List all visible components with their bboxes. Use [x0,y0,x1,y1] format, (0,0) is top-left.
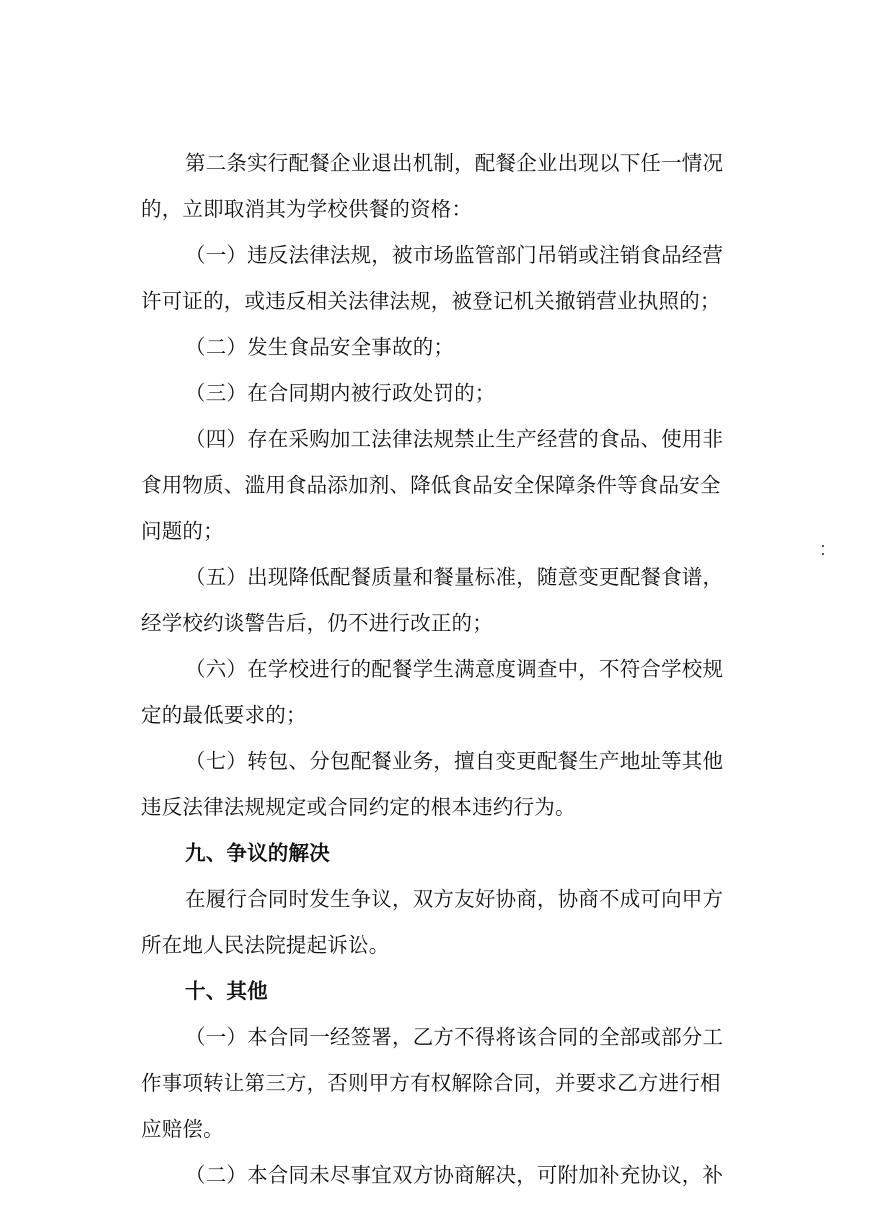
text-line: 食用物质、滥用食品添加剂、降低食品安全保障条件等食品安全 [141,473,721,497]
text-line: （三）在合同期内被行政处罚的； [185,381,496,405]
text-line: 作事项转让第三方，否则甲方有权解除合同，并要求乙方进行相 [141,1071,721,1095]
text-line: 第二条实行配餐企业退出机制，配餐企业出现以下任一情况 [185,151,724,175]
text-line: 应赔偿。 [141,1117,224,1141]
text-line: 定的最低要求的； [141,703,307,727]
text-line: （五）出现降低配餐质量和餐量标准，随意变更配餐食谱， [185,565,724,589]
scan-mark [822,553,824,555]
scan-mark [822,545,824,547]
section-heading: 九、争议的解决 [185,841,330,865]
text-line: 所在地人民法院提起诉讼。 [141,933,390,957]
text-line: （七）转包、分包配餐业务，擅自变更配餐生产地址等其他 [185,749,724,773]
text-line: 许可证的，或违反相关法律法规，被登记机关撤销营业执照的； [141,289,721,313]
text-line: 问题的； [141,519,224,543]
section-heading: 十、其他 [185,979,268,1003]
text-line: （二）本合同未尽事宜双方协商解决，可附加补充协议，补 [185,1163,724,1187]
document-body [141,140,751,1198]
text-line: 经学校约谈警告后，仍不进行改正的； [141,611,493,635]
text-line: 在履行合同时发生争议，双方友好协商，协商不成可向甲方 [185,887,724,911]
text-line: （一）本合同一经签署，乙方不得将该合同的全部或部分工 [185,1025,724,1049]
text-line: 的，立即取消其为学校供餐的资格： [141,197,473,221]
text-line: （四）存在采购加工法律法规禁止生产经营的食品、使用非 [185,427,724,451]
text-line: 违反法律法规规定或合同约定的根本违约行为。 [141,795,576,819]
text-line: （一）违反法律法规，被市场监管部门吊销或注销食品经营 [185,243,724,267]
text-line: （二）发生食品安全事故的； [185,335,455,359]
text-line: （六）在学校进行的配餐学生满意度调查中，不符合学校规 [185,657,724,681]
